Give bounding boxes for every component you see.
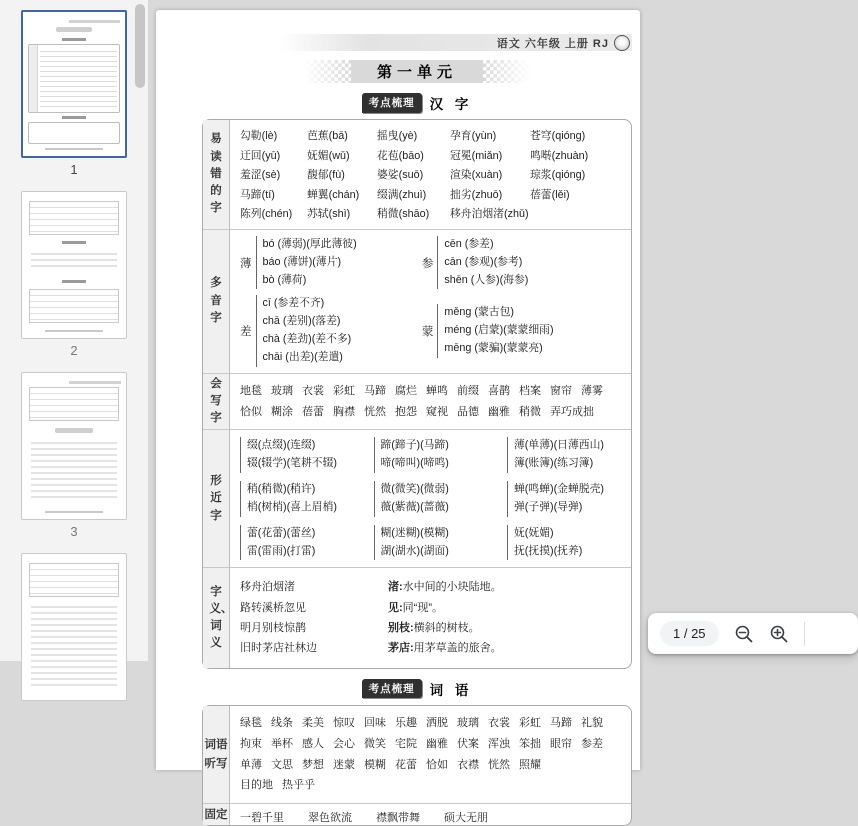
write-word: 弄巧成拙 xyxy=(550,405,594,418)
polyphone-readings xyxy=(256,236,357,289)
viewer-toolbar xyxy=(648,613,858,654)
row-label-cell xyxy=(203,804,230,825)
hanzi-section-heading xyxy=(202,93,632,113)
pair-line: 糊(迷糊)(模糊) xyxy=(380,526,449,539)
word-with-pinyin: 马蹄(tí) xyxy=(240,188,275,201)
thumbnail-page-number: 2 xyxy=(70,343,78,358)
ciyu-section-title: 词 语 xyxy=(429,682,473,698)
pair-line: 缀(点缀)(连缀) xyxy=(247,439,316,452)
thumb-text-block xyxy=(31,442,117,501)
meaning-row xyxy=(240,598,625,618)
row-label: 固定 xyxy=(204,808,228,821)
dictation-word: 乐趣 xyxy=(395,716,417,729)
poem-phrase: 明月别枝惊鹊 xyxy=(240,622,306,635)
dictation-word: 绿毯 xyxy=(240,716,262,729)
yidu-words xyxy=(230,120,631,229)
dictation-word: 参差 xyxy=(581,737,603,750)
fixed-phrase: 襟飘带舞 xyxy=(376,812,420,825)
pair-line: 抚(抚摸)(抚养) xyxy=(514,544,583,557)
pair-line: 妩(妩媚) xyxy=(514,526,554,539)
dictation-word: 惊叹 xyxy=(333,716,355,729)
write-word: 喜鹊 xyxy=(488,384,510,397)
hanzi-table xyxy=(202,119,632,669)
write-word: 品德 xyxy=(457,405,479,418)
word-with-pinyin: 羞涩(sè) xyxy=(240,169,281,181)
thumb-title-pill xyxy=(56,27,93,32)
table-row-tingxie xyxy=(203,706,631,804)
thumb-text-block xyxy=(31,253,117,271)
write-word: 窗帘 xyxy=(550,384,572,397)
page-header-text: 语文 六年级 上册 RJ xyxy=(496,37,609,50)
kaodian-badge: 考点梳理 xyxy=(362,679,422,699)
thumb-table-block xyxy=(29,289,119,323)
textbook-seal-icon xyxy=(614,35,630,51)
thumbnail-sidebar xyxy=(0,0,148,661)
note-text: 水中间的小块陆地。 xyxy=(402,581,502,594)
dictation-word: 伏案 xyxy=(457,737,479,750)
dictation-line-2 xyxy=(240,734,625,755)
magnifier-minus-icon[interactable] xyxy=(734,624,754,644)
hanzi-section-title: 汉 字 xyxy=(429,97,473,112)
polyphone-group xyxy=(240,236,422,289)
dictation-word: 单薄 xyxy=(240,758,262,771)
toolbar-divider xyxy=(804,622,805,646)
thumb-table-block xyxy=(29,201,119,235)
dictation-word: 衣襟 xyxy=(457,758,479,771)
dictation-word: 衣裳 xyxy=(488,716,510,729)
word-with-pinyin: 拙劣(zhuō) xyxy=(450,188,503,201)
phrase-note xyxy=(388,618,625,638)
write-word: 薄雾 xyxy=(581,384,603,397)
reading-line: mēng (蒙骗)(蒙蒙亮) xyxy=(444,341,543,354)
write-word: 衣裳 xyxy=(302,384,324,397)
write-word: 玻璃 xyxy=(271,384,293,397)
dictation-word: 拘束 xyxy=(240,737,262,750)
dictation-word: 回味 xyxy=(364,716,386,729)
dictation-word: 梦想 xyxy=(302,758,324,771)
word-with-pinyin: 摇曳(yè) xyxy=(377,130,418,142)
word-with-pinyin: 妩媚(wǔ) xyxy=(307,149,350,162)
pair-line: 蹄(蹄子)(马蹄) xyxy=(380,439,449,452)
pair-line: 薄(单薄)(日薄西山) xyxy=(514,439,604,452)
phrase-note xyxy=(388,598,625,618)
reading-line: cēn (参差) xyxy=(444,238,494,250)
reading-line: méng (启蒙)(蒙蒙细雨) xyxy=(444,324,554,337)
write-word: 恰似 xyxy=(240,405,262,418)
word-with-pinyin: 芭蕉(bā) xyxy=(307,130,348,142)
table-row-huixie xyxy=(203,373,631,430)
reading-line: báo (薄饼)(薄片) xyxy=(262,255,342,268)
write-word: 恍然 xyxy=(364,405,386,418)
write-word: 彩虹 xyxy=(333,384,355,397)
dictation-word: 热乎乎 xyxy=(282,779,315,792)
word-with-pinyin: 苏轼(shì) xyxy=(307,208,351,220)
reading-line: bò (薄荷) xyxy=(262,273,307,286)
pair-line: 啼(啼叫)(啼鸣) xyxy=(380,457,449,470)
phrase-note xyxy=(388,577,625,597)
reading-line: cī (参差不齐) xyxy=(262,297,325,310)
pair-line: 蕾(花蕾)(蕾丝) xyxy=(247,526,316,539)
dictation-word: 马蹄 xyxy=(550,716,572,729)
table-row-yidu xyxy=(203,120,631,229)
word-with-pinyin: 琼浆(qióng) xyxy=(530,169,586,181)
thumb-title-pill xyxy=(55,428,93,433)
word-with-pinyin: 稍微(shāo) xyxy=(377,208,430,220)
meaning-row xyxy=(240,618,625,638)
thumbnail-page-number: 3 xyxy=(70,524,78,539)
note-term: 茅店: xyxy=(388,642,414,655)
polyphone-readings xyxy=(437,236,528,289)
note-term: 别枝: xyxy=(388,622,414,635)
dictation-word: 迷蒙 xyxy=(333,758,355,771)
dictation-word: 文思 xyxy=(271,758,293,771)
sidebar-scrollbar[interactable] xyxy=(135,4,145,88)
reading-line: chāi (出差)(差遣) xyxy=(262,350,343,363)
pair-line: 蝉(鸣蝉)(金蝉脱壳) xyxy=(514,483,604,496)
thumbnail-page-number: 1 xyxy=(70,162,78,177)
polyphone-readings xyxy=(256,295,352,366)
row-label-cell xyxy=(203,120,230,229)
thumb-heading-dash xyxy=(62,116,86,119)
row-label: 易读错的字 xyxy=(210,133,222,215)
thumb-text-block xyxy=(31,606,117,688)
word-with-pinyin: 移舟泊烟渚(zhǔ) xyxy=(450,208,529,220)
dictation-word: 玻璃 xyxy=(457,716,479,729)
word-with-pinyin: 缀满(zhuì) xyxy=(377,188,427,201)
row-label: 形近字 xyxy=(210,475,222,522)
polyphone-readings xyxy=(437,304,553,357)
row-label-cell xyxy=(203,430,230,567)
thumb-header-line xyxy=(69,381,121,384)
huixie-line-2 xyxy=(240,402,625,423)
note-term: 见: xyxy=(388,601,403,614)
dictation-word: 照耀 xyxy=(519,758,541,771)
reading-line: bó (薄弱)(厚此薄彼) xyxy=(262,238,357,250)
dictation-line-4 xyxy=(240,775,625,796)
word-with-pinyin: 鸣啭(zhuàn) xyxy=(530,149,589,162)
row-label-cell xyxy=(203,374,230,430)
thumb-footer-line xyxy=(45,148,102,150)
page-thumbnail-4[interactable] xyxy=(21,553,127,701)
page-thumbnail-2[interactable] xyxy=(21,191,127,339)
pair-line: 薇(紫薇)(蔷薇) xyxy=(380,500,449,513)
dictation-word: 目的地 xyxy=(240,779,273,792)
meaning-rows xyxy=(230,568,631,667)
ciyu-table xyxy=(202,705,632,826)
polyphone-char: 蒙 xyxy=(421,326,434,339)
huixie-line-1 xyxy=(240,381,625,402)
word-with-pinyin: 苍穹(qióng) xyxy=(530,130,586,142)
write-word: 蓓蕾 xyxy=(302,405,324,418)
thumbnail-list xyxy=(0,0,148,701)
row-label: 会写字 xyxy=(210,377,222,425)
pair-line: 稍(稍微)(稍许) xyxy=(247,483,316,496)
thumb-heading-dash xyxy=(62,241,86,244)
word-with-pinyin: 馥郁(fù) xyxy=(307,169,345,181)
reading-line: shēn (人参)(海参) xyxy=(444,273,529,286)
char-pair xyxy=(507,525,627,561)
row-label-cell xyxy=(203,230,230,373)
note-text: 用茅草盖的旅舍。 xyxy=(413,642,502,655)
table-row-guding xyxy=(203,803,631,825)
dictation-word: 模糊 xyxy=(364,758,386,771)
row-label-cell xyxy=(203,568,233,667)
table-row-xingjin xyxy=(203,429,631,567)
pair-line: 辍(辍学)(笔耕不辍) xyxy=(247,457,337,470)
thumb-heading-dash xyxy=(62,280,86,283)
word-with-pinyin: 勾勒(lè) xyxy=(240,130,278,142)
similar-char-pairs xyxy=(230,430,631,567)
char-pair xyxy=(374,525,508,561)
dictation-word: 宅院 xyxy=(395,737,417,750)
table-row-ziyi xyxy=(203,567,631,667)
poem-phrase: 路转溪桥忽见 xyxy=(240,601,306,614)
reading-line: chà (差劲)(差不多) xyxy=(262,333,352,346)
write-word: 糊涂 xyxy=(271,405,293,418)
reading-line: chā (差别)(落差) xyxy=(262,315,341,328)
note-text: 横斜的树枝。 xyxy=(413,622,480,635)
reading-line: cān (参观)(参考) xyxy=(444,255,523,268)
page-thumbnail-1[interactable] xyxy=(21,10,127,158)
char-pair xyxy=(507,481,627,517)
ciyu-section-heading xyxy=(202,679,632,699)
dictation-word: 微笑 xyxy=(364,737,386,750)
write-word: 马蹄 xyxy=(364,384,386,397)
word-with-pinyin: 蝉翼(chán) xyxy=(307,188,360,201)
dictation-word: 柔美 xyxy=(302,716,324,729)
huixie-words xyxy=(230,374,631,430)
fixed-phrase: 一碧千里 xyxy=(240,812,284,825)
meaning-row xyxy=(240,638,625,658)
word-with-pinyin: 蓓蕾(lěi) xyxy=(530,188,570,201)
poem-phrase: 移舟泊烟渚 xyxy=(240,581,295,594)
reading-line: měng (蒙古包) xyxy=(444,306,514,319)
row-label: 字义、词义 xyxy=(209,585,233,650)
char-pair xyxy=(240,437,374,473)
pair-line: 雷(雷雨)(打雷) xyxy=(247,544,316,557)
write-word: 腐烂 xyxy=(395,384,417,397)
dictation-word: 会心 xyxy=(333,737,355,750)
dictation-line-1 xyxy=(240,713,625,734)
dictation-word: 线条 xyxy=(271,716,293,729)
meaning-row xyxy=(240,577,625,597)
dictation-word: 幽雅 xyxy=(426,737,448,750)
word-with-pinyin: 迂回(yū) xyxy=(240,149,281,162)
polyphone-groups xyxy=(230,230,631,373)
word-with-pinyin: 渲染(xuàn) xyxy=(450,169,503,181)
dictation-word: 礼貌 xyxy=(581,716,603,729)
kaodian-badge: 考点梳理 xyxy=(362,93,422,113)
table-row-duoyin xyxy=(203,229,631,373)
dictation-word: 彩虹 xyxy=(519,716,541,729)
dictation-word: 感人 xyxy=(302,737,324,750)
poem-phrase: 旧时茅店社林边 xyxy=(240,642,317,655)
row-label: 多音字 xyxy=(210,277,222,324)
pair-line: 簿(账簿)(练习簿) xyxy=(514,457,594,470)
polyphone-group xyxy=(422,295,627,366)
unit-title: 第一单元 xyxy=(376,64,457,81)
write-word: 稍微 xyxy=(519,405,541,418)
note-term: 渚: xyxy=(388,581,403,594)
dictation-word: 花蕾 xyxy=(395,758,417,771)
note-text: 同“现”。 xyxy=(402,601,443,614)
thumb-footer-line xyxy=(45,511,103,513)
write-word: 胸襟 xyxy=(333,405,355,418)
write-word: 窥视 xyxy=(426,405,448,418)
thumb-table-block xyxy=(29,563,119,597)
pair-line: 微(微笑)(微弱) xyxy=(380,483,449,496)
fixed-phrases xyxy=(230,804,631,825)
dictation-word: 洒脱 xyxy=(426,716,448,729)
write-word: 抱怨 xyxy=(395,405,417,418)
thumb-table-block-small xyxy=(28,122,120,144)
char-pair xyxy=(507,437,627,473)
write-word: 地毯 xyxy=(240,384,262,397)
dictation-word: 恍然 xyxy=(488,758,510,771)
word-with-pinyin: 花苞(bāo) xyxy=(377,149,424,162)
pdf-viewer-area xyxy=(148,0,706,825)
thumb-heading-dash xyxy=(62,38,86,41)
document-page xyxy=(156,10,640,825)
write-word: 前缀 xyxy=(457,384,479,397)
polyphone-group xyxy=(422,236,627,289)
fixed-phrase: 硕大无朋 xyxy=(444,812,488,825)
pair-line: 弹(子弹)(导弹) xyxy=(514,500,583,513)
pair-line: 湖(湖水)(湖面) xyxy=(380,544,449,557)
polyphone-char: 差 xyxy=(240,326,252,339)
write-word: 档案 xyxy=(519,384,541,397)
char-pair xyxy=(240,525,374,561)
page-header-band xyxy=(278,34,632,51)
word-with-pinyin: 婆娑(suō) xyxy=(377,169,424,181)
page-indicator[interactable]: 1 / 25 xyxy=(660,621,719,646)
word-with-pinyin: 孕育(yùn) xyxy=(450,130,497,142)
polyphone-char: 薄 xyxy=(240,257,252,270)
thumb-table-block xyxy=(29,387,119,421)
thumb-footer-line xyxy=(45,330,103,332)
page-thumbnail-3[interactable] xyxy=(21,372,127,520)
dictation-word: 眼帘 xyxy=(550,737,572,750)
dictation-word: 笨拙 xyxy=(519,737,541,750)
phrase-note xyxy=(388,638,625,658)
write-word: 蝉鸣 xyxy=(426,384,448,397)
pair-line: 梢(树梢)(喜上眉梢) xyxy=(247,500,337,513)
dictation-word: 浑浊 xyxy=(488,737,510,750)
dictation-word: 恰如 xyxy=(426,758,448,771)
fixed-phrase-line xyxy=(240,809,625,825)
thumb-header-line xyxy=(69,20,120,23)
char-pair xyxy=(240,481,374,517)
dictation-words xyxy=(230,706,631,804)
dictation-word: 举杯 xyxy=(271,737,293,750)
char-pair xyxy=(374,481,508,517)
fixed-phrase: 翠色欲流 xyxy=(308,812,352,825)
word-with-pinyin: 陈列(chén) xyxy=(240,208,293,220)
unit-title-band xyxy=(351,60,483,83)
row-label-cell xyxy=(203,706,230,804)
dictation-line-3 xyxy=(240,755,625,776)
polyphone-group xyxy=(240,295,422,366)
char-pair xyxy=(374,437,508,473)
write-word: 幽雅 xyxy=(488,405,510,418)
thumb-table-block xyxy=(28,44,120,113)
row-label: 词语听写 xyxy=(204,739,228,770)
word-with-pinyin: 冠冕(miǎn) xyxy=(450,149,503,162)
magnifier-plus-icon[interactable] xyxy=(769,624,789,644)
polyphone-char: 参 xyxy=(421,257,434,270)
